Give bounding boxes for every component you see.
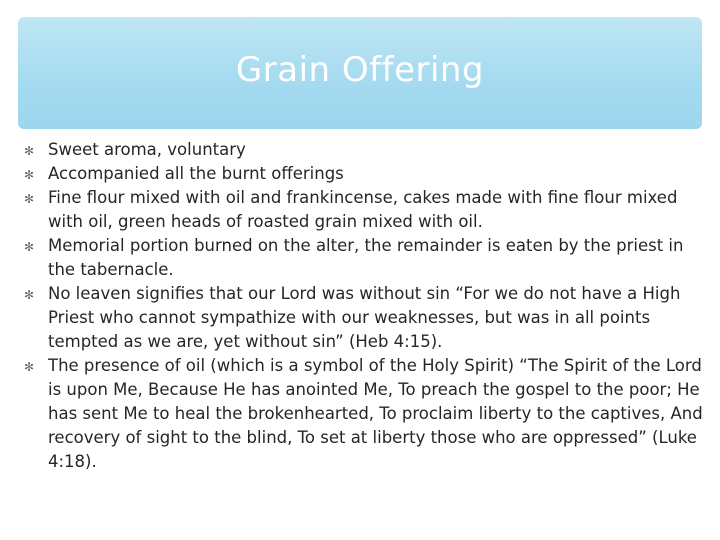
bullet-text: Sweet aroma, voluntary: [48, 140, 246, 159]
bullet-item: [0, 234, 720, 282]
asterisk-bullet-icon: ✻: [24, 168, 35, 182]
bullet-item: [0, 354, 720, 474]
slide-title: Grain Offering: [235, 50, 485, 90]
asterisk-bullet-icon: ✻: [24, 144, 35, 158]
bullet-item: [0, 162, 720, 186]
asterisk-bullet-icon: ✻: [24, 360, 35, 374]
bullet-text: Memorial portion burned on the alter, the remainder is eaten by the priest in the tabernacle.: [48, 236, 684, 279]
bullet-item: [0, 282, 720, 354]
bullet-item: [0, 138, 720, 162]
asterisk-bullet-icon: ✻: [24, 192, 35, 206]
bullet-text: Fine flour mixed with oil and frankincense, cakes made with fine flour mixed with oil, green heads of roasted grain mixed with oil.: [48, 188, 678, 231]
bullet-text: No leaven signifies that our Lord was without sin “For we do not have a High Priest who cannot sympathize with our weaknesses, but was in all points tempted as we are, yet without sin” (Heb 4:15).: [48, 284, 681, 351]
bullet-list: [0, 138, 720, 474]
asterisk-bullet-icon: ✻: [24, 240, 35, 254]
bullet-item: [0, 186, 720, 234]
bullet-text: The presence of oil (which is a symbol of the Holy Spirit) “The Spirit of the Lord is upon Me, Because He has anointed Me, To preach the gospel to the poor; He has sent Me to heal the brokenhearted, To proclaim liberty to the captives, And recovery of sight to the blind, To set at liberty those who are oppressed” (Luke 4:18).: [48, 356, 703, 471]
bullet-text: Accompanied all the burnt offerings: [48, 164, 344, 183]
asterisk-bullet-icon: ✻: [24, 288, 35, 302]
